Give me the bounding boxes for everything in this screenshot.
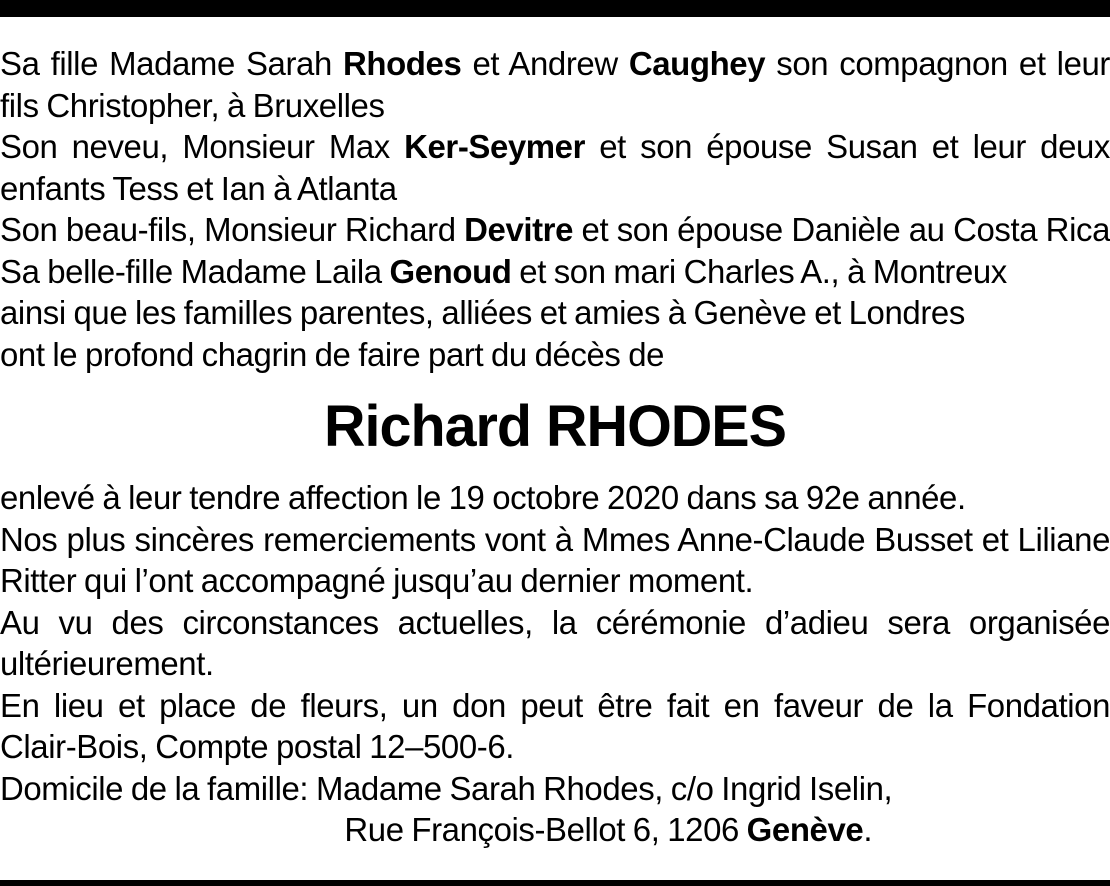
details-block	[0, 477, 1110, 851]
detail-line: enlevé à leur tendre affection le 19 octobre 2020 dans sa 92e année.	[0, 479, 966, 516]
deceased-name: Richard RHODES	[323, 394, 786, 459]
address-line: Rue François-Bellot 6, 1206 Genève.	[344, 811, 873, 848]
family-line: enfants Tess et Ian à Atlanta	[0, 169, 397, 207]
detail-line: Nos plus sincères remerciements vont à Mmes Anne-Claude Busset et Liliane	[0, 520, 1110, 558]
detail-line: En lieu et place de fleurs, un don peut être fait en faveur de la Fondation	[0, 686, 1110, 724]
family-line: ont le profond chagrin de faire part du décès de	[0, 335, 665, 373]
surname: Ker-Seymer	[404, 128, 586, 165]
city: Genève	[746, 811, 864, 848]
family-line: Son neveu, Monsieur Max Ker-Seymer et son épouse Susan et leur deux	[0, 128, 1110, 165]
detail-line: Ritter qui l’ont accompagné jusqu’au dernier moment.	[0, 562, 754, 599]
family-line: Sa fille Madame Sarah Rhodes et Andrew Caughey son compagnon et leur	[0, 45, 1110, 82]
surname: Genoud	[389, 252, 512, 290]
detail-line: Domicile de la famille: Madame Sarah Rhodes, c/o Ingrid Iselin,	[0, 769, 893, 807]
top-rule	[0, 0, 1110, 17]
bottom-rule	[0, 880, 1110, 886]
family-line: Son beau-fils, Monsieur Richard Devitre et son épouse Danièle au Costa Rica	[0, 211, 1110, 248]
surname: Rhodes	[342, 45, 462, 82]
family-line: fils Christopher, à Bruxelles	[0, 86, 385, 124]
surname: Caughey	[628, 45, 766, 82]
detail-line: ultérieurement.	[0, 645, 214, 682]
family-block	[0, 43, 1110, 375]
family-line: Sa belle-fille Madame Laila Genoud et son mari Charles A., à Montreux	[0, 252, 1007, 290]
family-line: ainsi que les familles parentes, alliées et amies à Genève et Londres	[0, 294, 965, 331]
surname: Devitre	[464, 211, 574, 248]
detail-line: Clair-Bois, Compte postal 12–500-6.	[0, 728, 515, 765]
detail-line: Au vu des circonstances actuelles, la cérémonie d’adieu sera organisée	[0, 603, 1110, 641]
